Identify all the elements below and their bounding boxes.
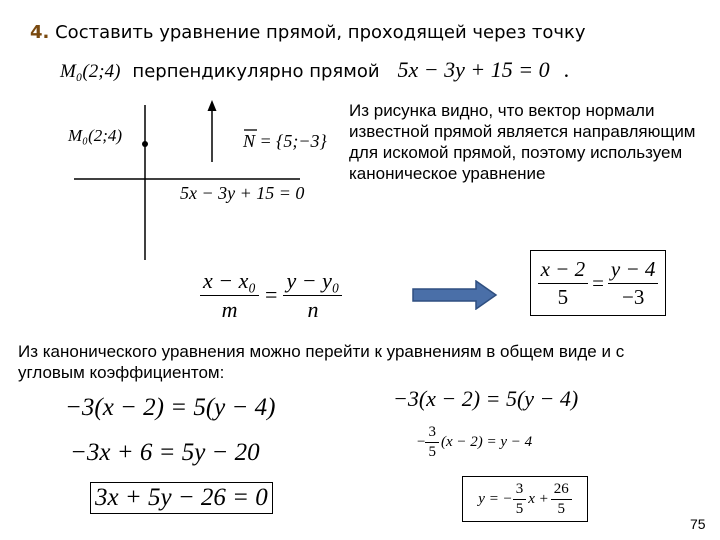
slope-form-result <box>462 476 588 522</box>
slope-form-step-2 <box>417 424 532 461</box>
perpendicular-text: перпендикулярно прямой <box>132 61 380 82</box>
task-number: 4. <box>30 22 50 43</box>
slope-result-numerator-1: 3 <box>513 481 527 500</box>
slope-step-2-fraction <box>425 424 439 461</box>
given-point: M₀(2;4) <box>60 61 121 82</box>
slope-result-lhs: y = − <box>478 490 513 507</box>
line-label: 5x − 3y + 15 = 0 <box>180 183 305 203</box>
result-fraction-x <box>538 257 589 310</box>
normal-vector-arrowhead <box>208 100 217 111</box>
canonical-equation <box>200 262 342 328</box>
general-form-result: 3x + 5y − 26 = 0 <box>90 482 273 514</box>
result-numerator-x: x − 2 <box>538 257 589 284</box>
slope-step-2-rest: (x − 2) = y − 4 <box>440 434 533 450</box>
point-label: M₀(2;4) <box>68 126 123 145</box>
slope-step-2-minus: − <box>417 434 426 450</box>
slope-step-2-numerator: 3 <box>425 424 439 443</box>
slope-result-middle: x + <box>528 490 549 507</box>
general-form-step-2: −3x + 6 = 5y − 20 <box>70 439 260 466</box>
result-numerator-y: y − 4 <box>608 257 659 284</box>
result-denominator-y: −3 <box>622 284 645 309</box>
page-number: 75 <box>690 516 706 532</box>
slope-result-fraction-1 <box>513 481 527 518</box>
slope-result-numerator-2: 26 <box>551 481 572 500</box>
slope-form-step-1: −3(x − 2) = 5(y − 4) <box>393 386 579 411</box>
task-subtitle <box>60 57 569 83</box>
transition-text: Из канонического уравнения можно перейти к уравнениям в общем виде и с угловым коэффициентом: <box>18 342 625 382</box>
given-line-equation: 5x − 3y + 15 = 0 <box>397 57 550 82</box>
period: . <box>563 57 570 82</box>
right-arrow-icon <box>412 280 498 310</box>
result-equation <box>530 250 666 316</box>
normal-vector-label: N = {5;−3} <box>243 131 327 151</box>
canonical-denominator-y: n <box>307 296 319 322</box>
point-m0 <box>142 141 148 147</box>
result-equals: = <box>592 270 604 295</box>
slope-result-denominator-2: 5 <box>557 500 565 517</box>
task-title: Составить уравнение прямой, проходящей через точку <box>55 22 586 43</box>
arrow-shape <box>413 281 496 309</box>
result-denominator-x: 5 <box>557 284 569 309</box>
slope-result-fraction-2 <box>551 481 572 518</box>
explanation-text: Из рисунка видно, что вектор нормали известной прямой является направляющим для искомой прямой, поэтому используем каноническое уравнение <box>349 101 696 183</box>
slide-title <box>30 22 586 43</box>
canonical-fraction-y <box>283 268 342 323</box>
slope-step-2-denominator: 5 <box>428 444 436 460</box>
canonical-denominator-x: m <box>221 296 238 322</box>
slope-result-denominator-1: 5 <box>515 500 524 517</box>
vector-bar-icon <box>243 127 259 133</box>
canonical-fraction-x <box>200 268 259 323</box>
canonical-numerator-x: x − x₀ <box>200 268 259 296</box>
canonical-numerator-y: y − y₀ <box>283 268 342 296</box>
result-fraction-y <box>608 257 659 310</box>
general-form-step-1: −3(x − 2) = 5(y − 4) <box>65 394 276 421</box>
canonical-equals: = <box>265 282 278 307</box>
